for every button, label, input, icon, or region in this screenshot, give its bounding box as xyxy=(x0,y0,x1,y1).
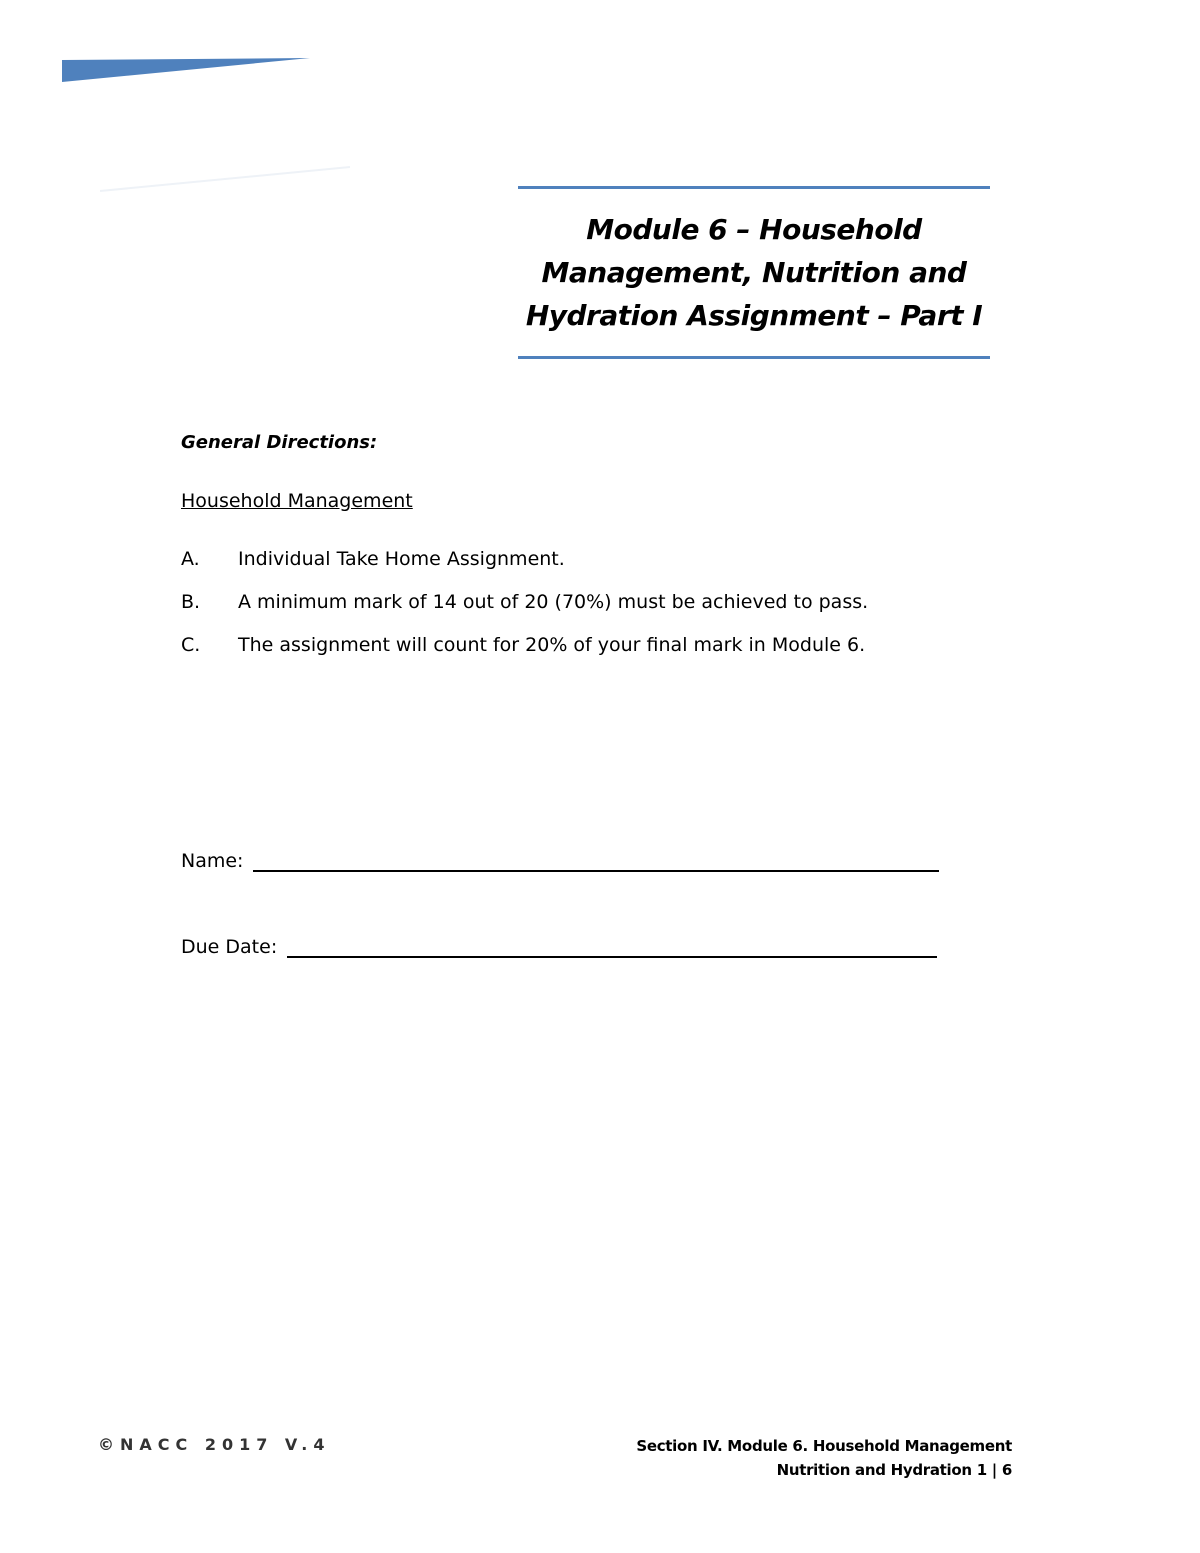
footer-section-line-1: Section IV. Module 6. Household Management xyxy=(636,1437,1012,1455)
directions-list xyxy=(181,548,1001,677)
due-date-label: Due Date: xyxy=(181,936,278,958)
title-line-3: Hydration Assignment – Part I xyxy=(525,299,983,332)
footer-section-line-2: Nutrition and Hydration 1 | 6 xyxy=(776,1461,1012,1479)
footer-section-info xyxy=(636,1434,1012,1482)
general-directions-heading: General Directions: xyxy=(181,432,378,453)
list-marker: C. xyxy=(181,634,201,656)
page-title xyxy=(518,208,990,337)
title-top-rule xyxy=(518,186,990,189)
title-bottom-rule xyxy=(518,356,990,359)
name-label: Name: xyxy=(181,850,244,872)
name-blank-line[interactable] xyxy=(253,848,939,872)
footer-copyright: ©NACC 2017 V.4 xyxy=(98,1435,331,1454)
list-item-text: A minimum mark of 14 out of 20 (70%) must be achieved to pass. xyxy=(238,591,869,613)
list-item-text: The assignment will count for 20% of your final mark in Module 6. xyxy=(238,634,866,656)
list-marker: A. xyxy=(181,548,200,570)
list-item xyxy=(181,548,1001,591)
header-accent-shape xyxy=(62,58,312,84)
title-line-2: Management, Nutrition and xyxy=(541,256,967,289)
name-field-row xyxy=(181,848,939,872)
list-item xyxy=(181,634,1001,677)
decorative-faint-line xyxy=(100,165,360,195)
household-management-heading: Household Management xyxy=(181,490,413,512)
due-date-blank-line[interactable] xyxy=(287,934,937,958)
list-item xyxy=(181,591,1001,634)
list-marker: B. xyxy=(181,591,201,613)
title-line-1: Module 6 – Household xyxy=(586,213,922,246)
due-date-field-row xyxy=(181,934,937,958)
list-item-text: Individual Take Home Assignment. xyxy=(238,548,565,570)
